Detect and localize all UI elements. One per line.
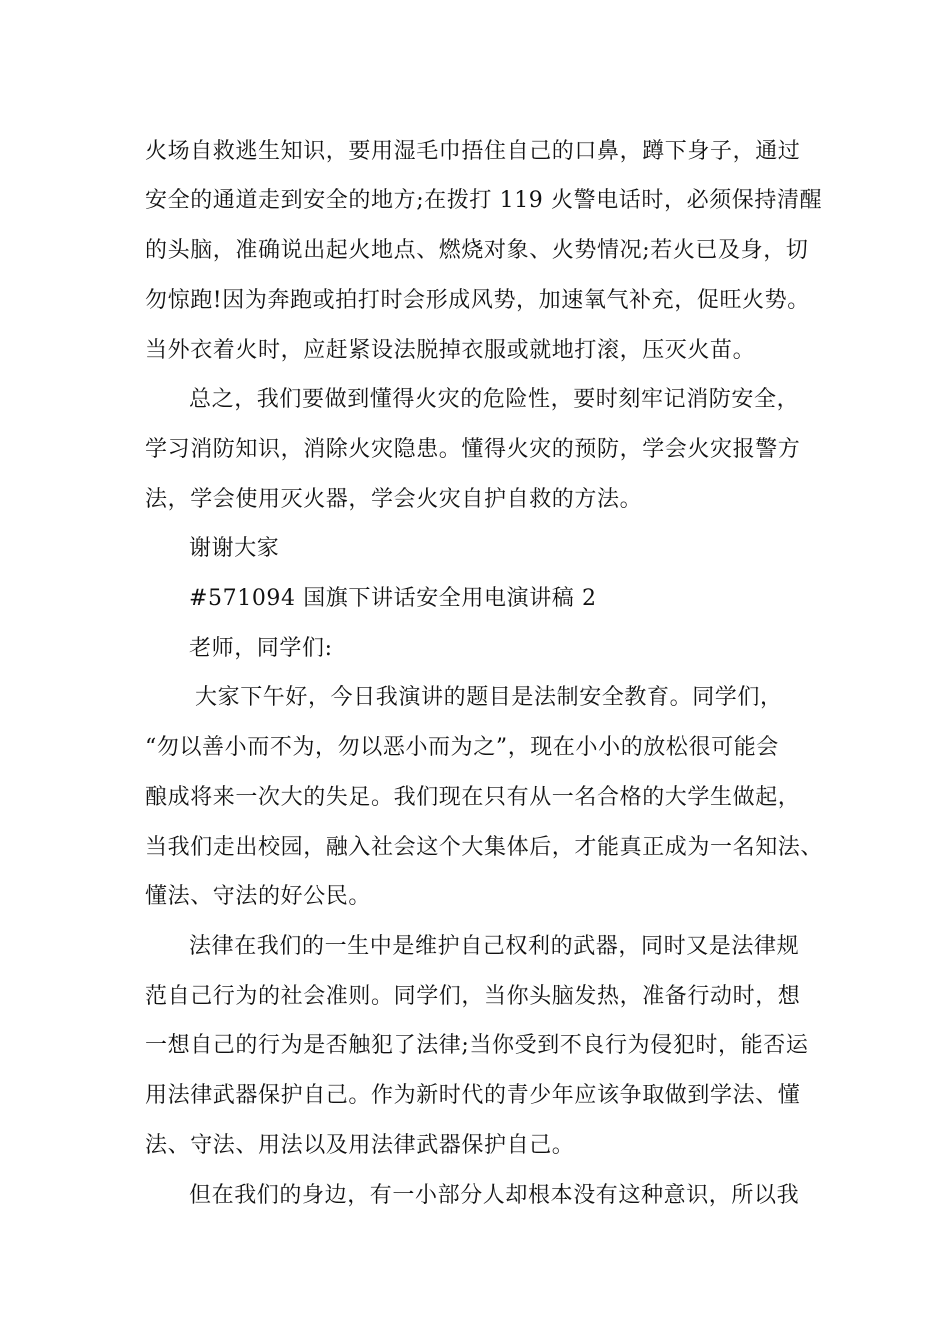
text-line: 大家下午好，今日我演讲的题目是法制安全教育。同学们， [195,685,783,710]
text-line: 法，学会使用灭火器，学会火灾自护自救的方法。 [145,487,643,512]
text-line: 法、守法、用法以及用法律武器保护自己。 [145,1133,575,1158]
text-line: 当我们走出校园，融入社会这个大集体后，才能真正成为一名知法、 [145,835,824,860]
text-line: 酿成将来一次大的失足。我们现在只有从一名合格的大学生做起， [145,785,801,810]
text-line: 用法律武器保护自己。作为新时代的青少年应该争取做到学法、懂 [145,1083,801,1108]
text-line: 范自己行为的社会准则。同学们，当你头脑发热，准备行动时，想 [145,984,801,1009]
text-line: 总之，我们要做到懂得火灾的危险性，要时刻牢记消防安全， [189,387,800,412]
text-line: 一想自己的行为是否触犯了法律;当你受到不良行为侵犯时，能否运 [145,1033,809,1058]
closing-line: 谢谢大家 [189,536,280,561]
section-heading: #571094 国旗下讲话安全用电演讲稿 2 [189,586,597,611]
text-line: 当外衣着火时，应赶紧设法脱掉衣服或就地打滚，压灭火苗。 [145,338,756,363]
text-line: 学习消防知识，消除火灾隐患。懂得火灾的预防，学会火灾报警方 [145,437,801,462]
text-line: 火场自救逃生知识，要用湿毛巾捂住自己的口鼻，蹲下身子，通过 [145,139,801,164]
text-line: 懂法、守法的好公民。 [145,884,372,909]
text-line: 法律在我们的一生中是维护自己权利的武器，同时又是法律规 [189,934,800,959]
text-line: 但在我们的身边，有一小部分人却根本没有这种意识，所以我 [189,1183,800,1208]
salutation: 老师，同学们: [189,636,333,661]
text-line: 安全的通道走到安全的地方;在拨打 119 火警电话时，必须保持清醒 [145,188,823,213]
text-line: 勿惊跑!因为奔跑或拍打时会形成风势，加速氧气补充，促旺火势。 [145,288,810,313]
text-line: “勿以善小而不为，勿以恶小而为之”，现在小小的放松很可能会 [145,735,779,760]
text-line: 的头脑，准确说出起火地点、燃烧对象、火势情况;若火已及身，切 [145,238,809,263]
